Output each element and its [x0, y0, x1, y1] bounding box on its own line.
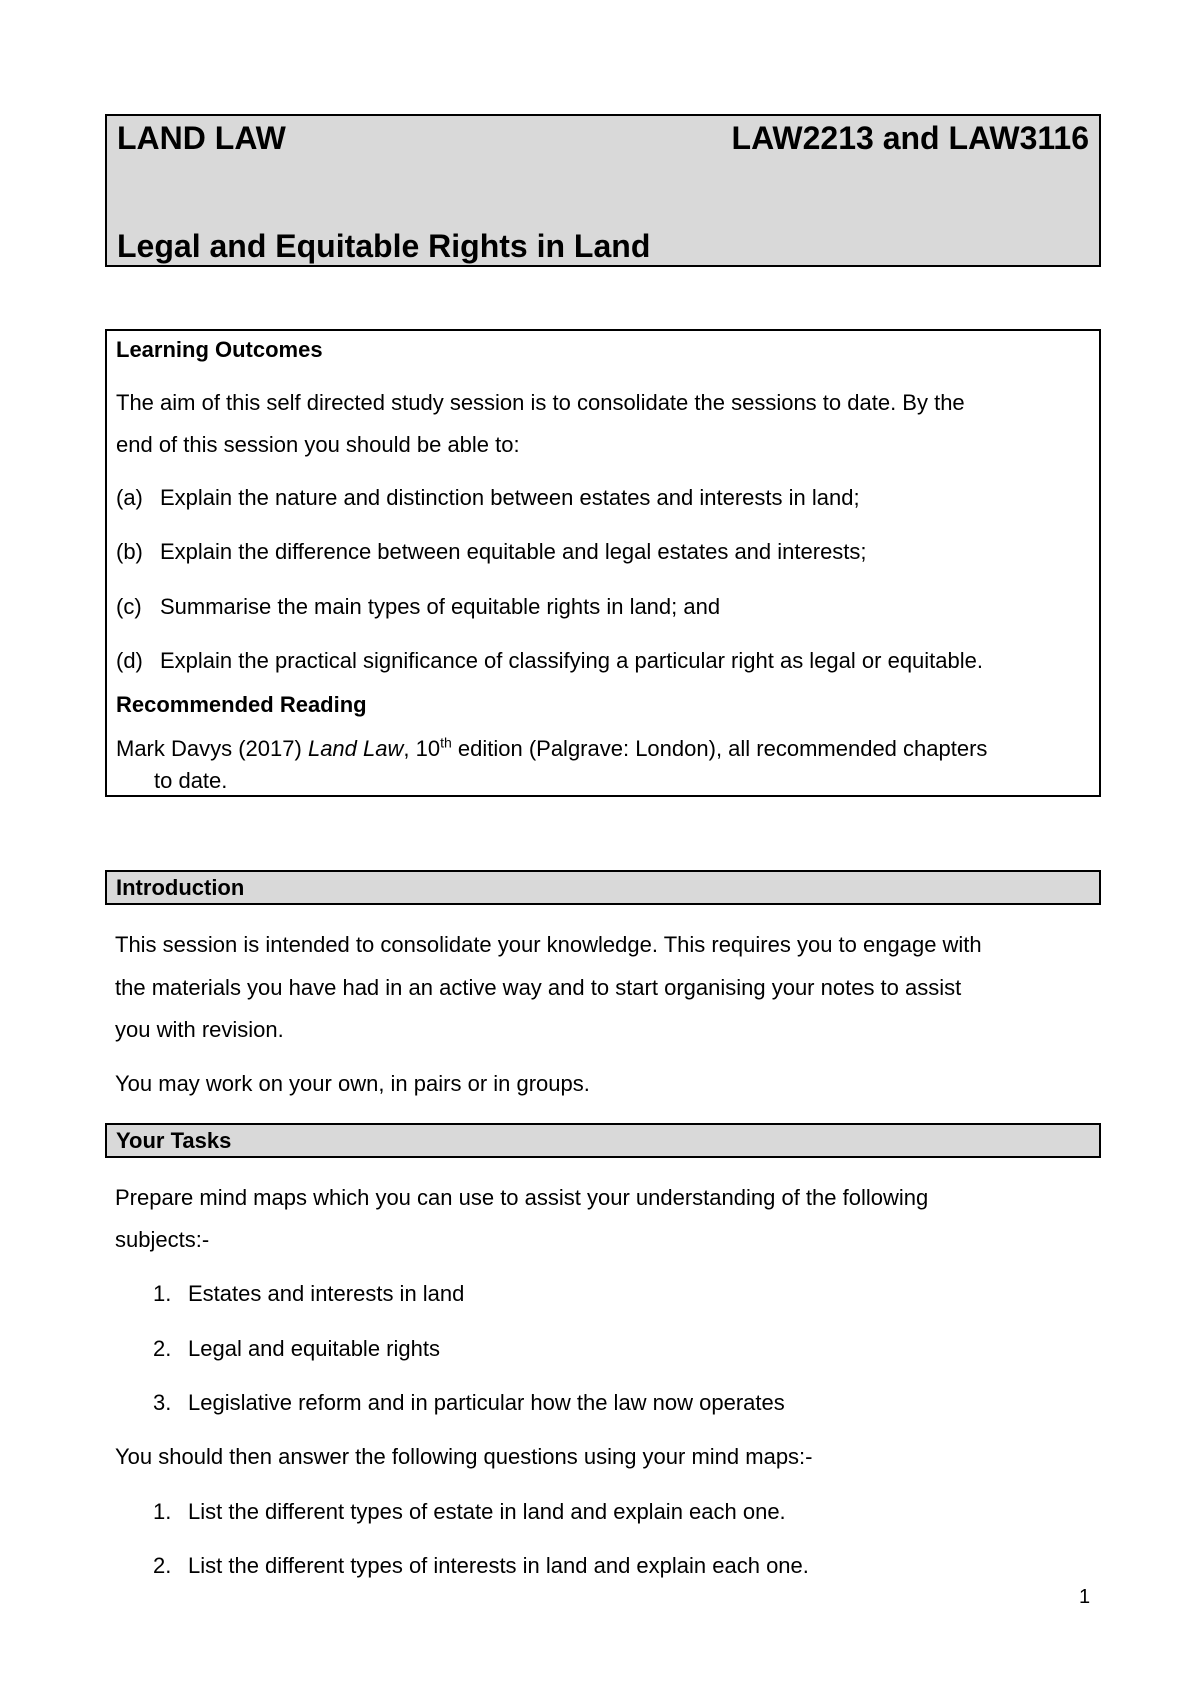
- subject-item: [153, 1390, 785, 1416]
- item-marker: (c): [116, 594, 142, 619]
- item-text: List the different types of interests in land and explain each one.: [188, 1553, 809, 1578]
- introduction-heading: Introduction: [105, 870, 1101, 905]
- learning-outcome-item: [116, 648, 983, 674]
- reading-rest-line2: to date.: [154, 768, 228, 793]
- course-name: LAND LAW: [117, 120, 286, 156]
- learning-outcomes-heading: Learning Outcomes: [116, 337, 323, 362]
- item-marker: (a): [116, 485, 143, 510]
- learning-outcomes-intro-line2: end of this session you should be able to:: [116, 432, 520, 457]
- reading-book-title: Land Law: [307, 736, 404, 761]
- introduction-para1-line1: This session is intended to consolidate your knowledge. This requires you to engage with: [115, 932, 982, 957]
- page-number: 1: [1079, 1586, 1091, 1608]
- learning-outcome-item: [116, 594, 720, 620]
- reading-edition-number: , 10: [403, 736, 441, 761]
- reading-citation: [116, 736, 987, 762]
- subject-item: [153, 1281, 464, 1307]
- learning-outcomes-box: [105, 329, 1101, 797]
- learning-outcome-item: [116, 485, 860, 511]
- item-text: Summarise the main types of equitable rights in land; and: [160, 594, 721, 619]
- item-text: Explain the practical significance of classifying a particular right as legal or equitable.: [160, 648, 983, 673]
- item-marker: 3.: [153, 1390, 172, 1415]
- item-marker: 1.: [153, 1499, 172, 1524]
- item-text: Estates and interests in land: [188, 1281, 465, 1306]
- introduction-para2: You may work on your own, in pairs or in groups.: [115, 1071, 590, 1096]
- title-box: [105, 114, 1101, 267]
- recommended-reading-heading: Recommended Reading: [116, 692, 367, 717]
- reading-author-year: Mark Davys (2017): [116, 736, 308, 761]
- item-text: Explain the difference between equitable and legal estates and interests;: [160, 539, 867, 564]
- item-text: Legal and equitable rights: [188, 1336, 440, 1361]
- item-marker: 1.: [153, 1281, 172, 1306]
- question-item: [153, 1499, 786, 1525]
- learning-outcomes-intro-line1: The aim of this self directed study session is to consolidate the sessions to date. By the: [116, 390, 965, 415]
- tasks-intro-line1: Prepare mind maps which you can use to assist your understanding of the following: [115, 1185, 929, 1210]
- question-item: [153, 1553, 809, 1579]
- session-title: Legal and Equitable Rights in Land: [117, 228, 651, 264]
- learning-outcome-item: [116, 539, 867, 565]
- item-marker: (d): [116, 648, 143, 673]
- questions-intro: You should then answer the following questions using your mind maps:-: [115, 1444, 813, 1469]
- subject-item: [153, 1336, 440, 1362]
- item-text: Explain the nature and distinction between estates and interests in land;: [160, 485, 860, 510]
- introduction-para1-line2: the materials you have had in an active way and to start organising your notes to assist: [115, 975, 962, 1000]
- introduction-para1-line3: you with revision.: [115, 1017, 284, 1042]
- item-marker: (b): [116, 539, 143, 564]
- reading-edition-suffix: th: [440, 734, 452, 751]
- item-text: Legislative reform and in particular how the law now operates: [188, 1390, 785, 1415]
- item-text: List the different types of estate in land and explain each one.: [188, 1499, 786, 1524]
- tasks-intro-line2: subjects:-: [115, 1227, 210, 1252]
- item-marker: 2.: [153, 1336, 172, 1361]
- reading-rest-line1: edition (Palgrave: London), all recommended chapters: [451, 736, 988, 761]
- item-marker: 2.: [153, 1553, 172, 1578]
- course-code: LAW2213 and LAW3116: [731, 120, 1089, 156]
- your-tasks-heading: Your Tasks: [105, 1123, 1101, 1158]
